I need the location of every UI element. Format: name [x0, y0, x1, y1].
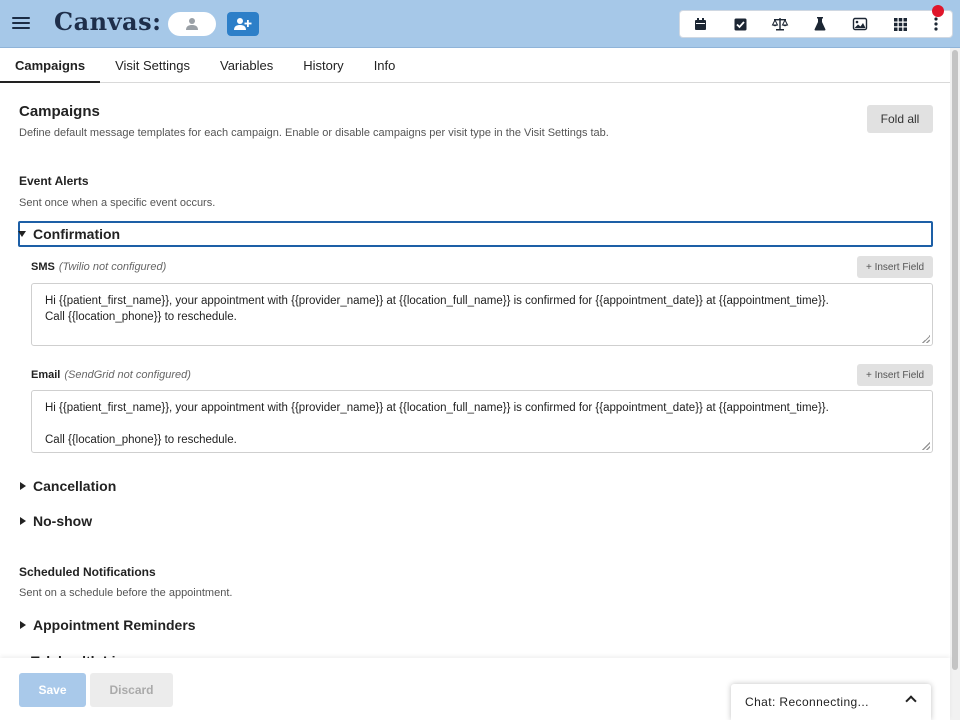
patient-search-button[interactable]: [168, 12, 216, 36]
chat-status: Chat: Reconnecting...: [745, 695, 869, 709]
cancellation-label: Cancellation: [33, 478, 117, 494]
app-header: [0, 0, 960, 48]
email-insert-field-button[interactable]: + Insert Field: [857, 364, 933, 386]
confirmation-label: Confirmation: [33, 226, 121, 242]
email-title: Email: [31, 369, 61, 381]
grid-icon: [894, 18, 907, 31]
scheduled-notifications-description: Sent on a schedule before the appointment.: [19, 587, 233, 599]
checkbox-icon: [734, 18, 747, 31]
page-description: Define default message templates for each campaign. Enable or disable campaigns per visit type in the Visit Settings tab.: [19, 127, 609, 139]
confirmation-accordion[interactable]: [18, 221, 933, 247]
resize-handle[interactable]: [922, 442, 930, 450]
tab-variables[interactable]: Variables: [220, 58, 274, 73]
lab-button[interactable]: [800, 10, 840, 38]
person-icon: [185, 17, 199, 31]
sms-title: SMS: [31, 261, 55, 273]
sms-template-text: Hi {{patient_first_name}}, your appointment with {{provider_name}} at {{location_full_name}} is confirmed for {{appointment_date}} at {{appointment_time}}. Call {{location_phone}} to reschedule.: [45, 295, 829, 323]
more-button[interactable]: [920, 10, 952, 38]
apps-button[interactable]: [880, 10, 920, 38]
event-alerts-description: Sent once when a specific event occurs.: [19, 197, 216, 209]
header-toolbar: [679, 10, 953, 38]
cancellation-accordion[interactable]: [18, 473, 116, 499]
menu-icon[interactable]: [12, 14, 30, 34]
caret-down-icon: [18, 231, 26, 237]
scales-button[interactable]: [760, 10, 800, 38]
tab-history[interactable]: History: [303, 58, 344, 73]
event-alerts-title: Event Alerts: [19, 174, 89, 188]
page-scrollbar[interactable]: [950, 48, 960, 720]
app-logo[interactable]: Canvas:: [54, 7, 162, 36]
scales-icon: [772, 17, 788, 31]
email-note: (SendGrid not configured): [64, 369, 191, 381]
image-icon: [853, 18, 867, 30]
email-label: [31, 369, 191, 381]
notification-dot: [932, 5, 944, 17]
resize-handle[interactable]: [922, 335, 930, 343]
add-patient-button[interactable]: [227, 12, 259, 36]
chat-widget[interactable]: [731, 684, 931, 720]
scrollbar-thumb[interactable]: [952, 50, 958, 670]
caret-right-icon: [20, 621, 26, 629]
more-vertical-icon: [934, 17, 938, 31]
save-button[interactable]: Save: [19, 673, 86, 707]
appointment-reminders-accordion[interactable]: [18, 612, 196, 638]
settings-tabs: [0, 48, 950, 83]
sms-template-input[interactable]: [31, 283, 933, 346]
tab-campaigns[interactable]: Campaigns: [0, 48, 100, 83]
scheduled-notifications-title: Scheduled Notifications: [19, 565, 156, 579]
no-show-accordion[interactable]: [18, 508, 92, 534]
chevron-up-icon[interactable]: [905, 695, 916, 706]
sms-label: [31, 261, 166, 273]
calendar-icon: [694, 18, 707, 31]
calendar-button[interactable]: [680, 10, 720, 38]
no-show-label: No-show: [33, 513, 93, 529]
campaigns-panel: [0, 83, 950, 658]
appointment-reminders-label: Appointment Reminders: [33, 617, 196, 633]
tab-visit-settings[interactable]: Visit Settings: [115, 58, 190, 73]
email-template-text: Hi {{patient_first_name}}, your appointment with {{provider_name}} at {{location_full_name}} is confirmed for {{appointment_date}} at {{appointment_time}}. Call {{location_phone}} to reschedule.: [45, 402, 829, 446]
discard-button[interactable]: Discard: [90, 673, 173, 707]
sms-note: (Twilio not configured): [58, 261, 167, 273]
caret-right-icon: [20, 482, 26, 490]
tab-info[interactable]: Info: [373, 58, 396, 73]
page-title: Campaigns: [19, 103, 100, 120]
flask-icon: [814, 17, 826, 31]
add-user-icon: [234, 17, 252, 31]
fold-all-button[interactable]: Fold all: [867, 105, 933, 133]
tasks-button[interactable]: [720, 10, 760, 38]
email-template-input[interactable]: [31, 390, 933, 453]
media-button[interactable]: [840, 10, 880, 38]
caret-right-icon: [20, 517, 26, 525]
sms-insert-field-button[interactable]: + Insert Field: [857, 256, 933, 278]
